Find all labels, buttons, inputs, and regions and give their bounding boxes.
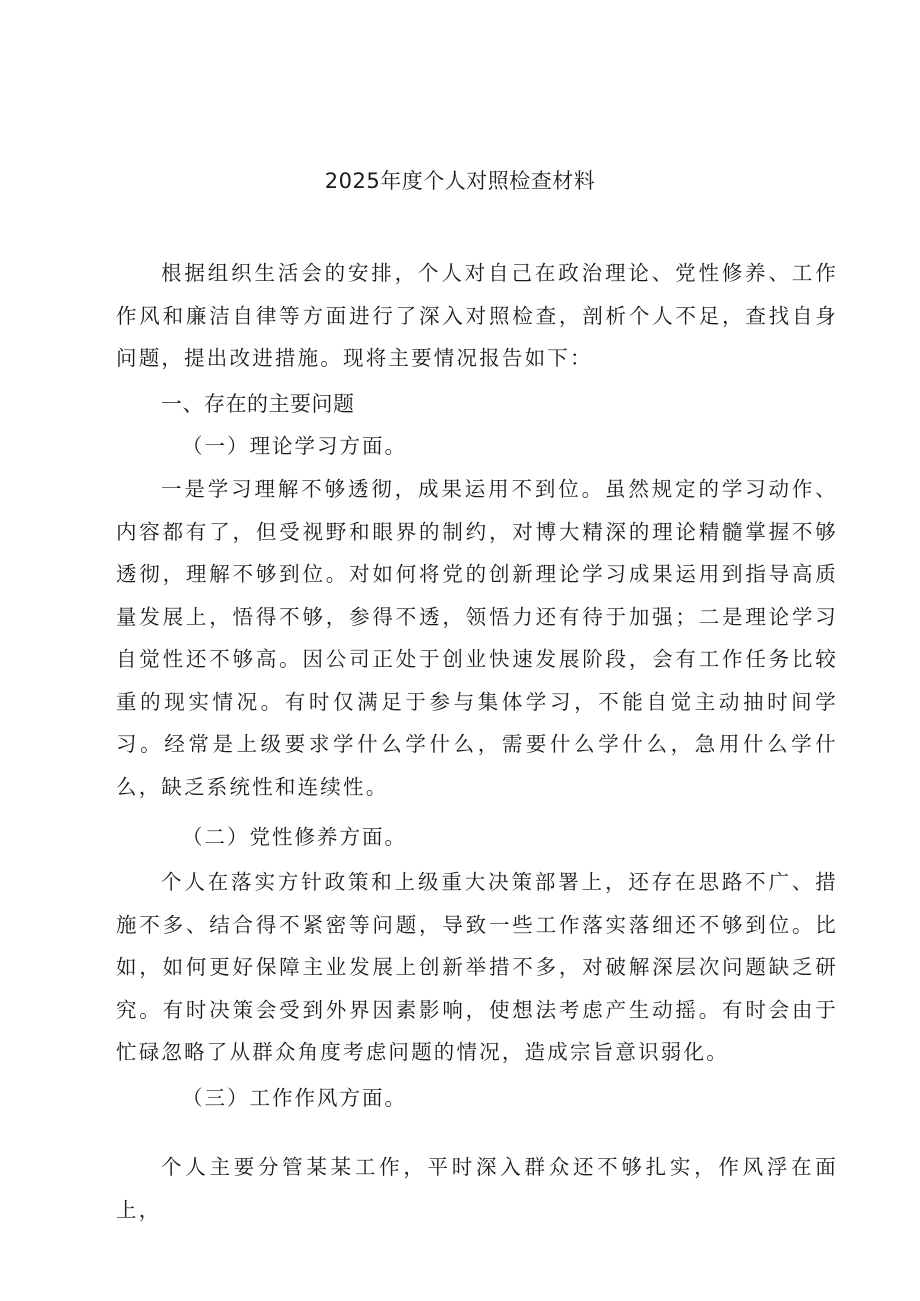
- paragraph-party-spirit: 个人在落实方针政策和上级重大决策部署上，还存在思路不广、措施不多、结合得不紧密等问题，导致一些工作落实落细还不够到位。比如，如何更好保障主业发展上创新举措不多，对破解深层次问题缺乏研究。有时决策会受到外界因素影响，使想法考虑产生动摇。有时会由于忙碌忽略了从群众角度考虑问题的情况，造成宗旨意识弱化。: [116, 870, 838, 1064]
- paragraph-theory-study: 一是学习理解不够透彻，成果运用不到位。虽然规定的学习动作、内容都有了，但受视野和眼界的制约，对博大精深的理论精髓掌握不够透彻，理解不够到位。对如何将党的创新理论学习成果运用到指导高质量发展上，悟得不够，参得不透，领悟力还有待于加强；二是理论学习自觉性还不够高。因公司正处于创业快速发展阶段，会有工作任务比较重的现实情况。有时仅满足于参与集体学习，不能自觉主动抽时间学习。经常是上级要求学什么学什么，需要什么学什么，急用什么学什么，缺乏系统性和连续性。: [116, 477, 838, 799]
- document-title: 2025年度个人对照检查材料: [324, 169, 596, 193]
- paragraph-work-style: 个人主要分管某某工作，平时深入群众还不够扎实，作风浮在面上，: [116, 1155, 838, 1222]
- subsection-heading-work-style: （三）工作作风方面。: [182, 1086, 407, 1110]
- subsection-heading-party-spirit: （二）党性修养方面。: [182, 825, 407, 849]
- subsection-heading-theory-study: （一）理论学习方面。: [182, 434, 407, 458]
- section-heading-main-problems: 一、存在的主要问题: [161, 392, 355, 416]
- intro-paragraph: 根据组织生活会的安排，个人对自己在政治理论、党性修养、工作作风和廉洁自律等方面进行了深入对照检查，剖析个人不足，查找自身问题，提出改进措施。现将主要情况报告如下：: [116, 261, 838, 370]
